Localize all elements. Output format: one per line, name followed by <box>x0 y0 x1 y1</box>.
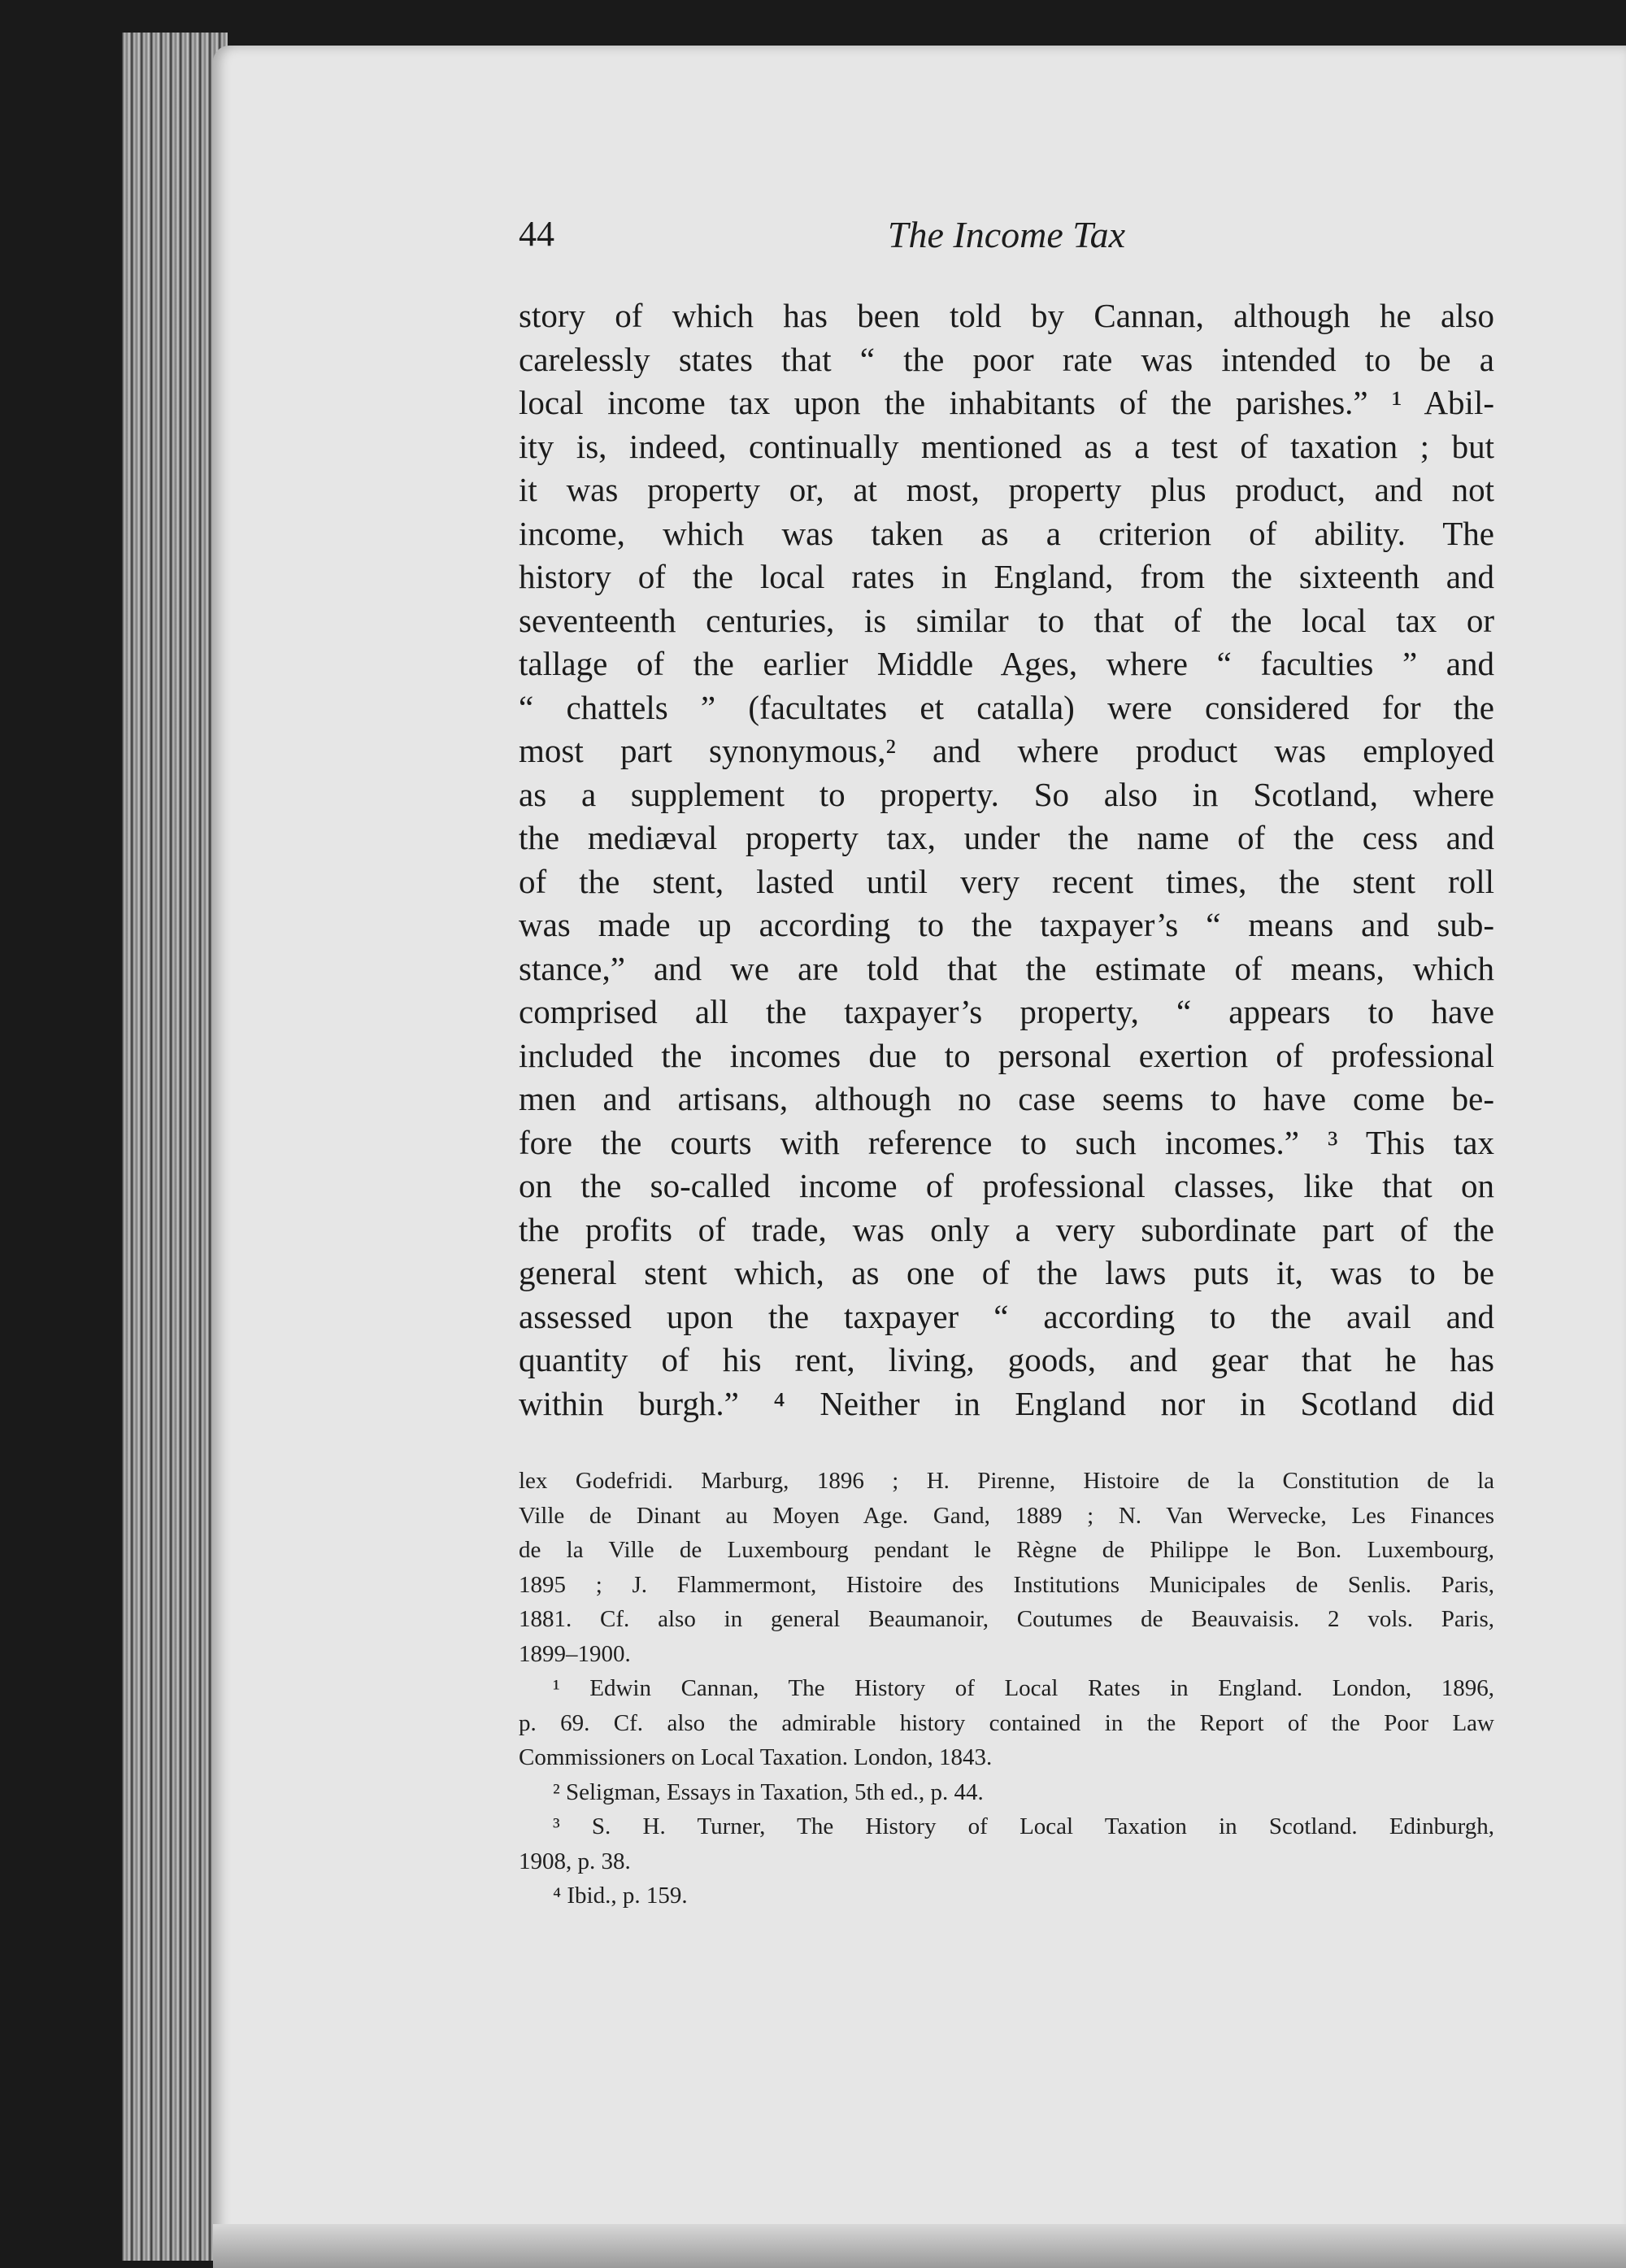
body-line: of the stent, lasted until very recent times, the stent roll <box>519 862 1494 900</box>
body-line: within burgh.” ⁴ Neither in England nor in Scotland did <box>519 1384 1494 1422</box>
body-line: comprised all the taxpayer’s property, “ appears to have <box>519 993 1494 1030</box>
footnote-line: 1899–1900. <box>519 1640 631 1667</box>
footnote-line: p. 69. Cf. also the admirable history contained in the Report of the Poor Law <box>519 1709 1494 1736</box>
body-line: the profits of trade, was only a very subordinate part of the <box>519 1210 1494 1248</box>
footnote-line: 1895 ; J. Flammermont, Histoire des Institutions Municipales de Senlis. Paris, <box>519 1571 1494 1598</box>
body-line: men and artisans, although no case seems to have come be- <box>519 1080 1494 1117</box>
body-line: carelessly states that “ the poor rate was intended to be a <box>519 340 1494 378</box>
book-page-edges <box>122 33 228 2261</box>
footnote-line: 1908, p. 38. <box>519 1848 631 1874</box>
body-line: story of which has been told by Cannan, although he also <box>519 297 1494 334</box>
body-line: as a supplement to property. So also in Scotland, where <box>519 775 1494 813</box>
body-line: stance,” and we are told that the estimate of means, which <box>519 949 1494 987</box>
body-line: ity is, indeed, continually mentioned as a test of taxation ; but <box>519 427 1494 465</box>
body-line: fore the courts with reference to such incomes.” ³ This tax <box>519 1123 1494 1161</box>
body-line: quantity of his rent, living, goods, and gear that he has <box>519 1341 1494 1378</box>
body-line: seventeenth centuries, is similar to that of the local tax or <box>519 601 1494 639</box>
footnote-line: 1881. Cf. also in general Beaumanoir, Coutumes de Beauvaisis. 2 vols. Paris, <box>519 1606 1494 1632</box>
body-line: assessed upon the taxpayer “ according to the avail and <box>519 1297 1494 1335</box>
body-line: was made up according to the taxpayer’s “ means and sub- <box>519 906 1494 943</box>
footnote-line: lex Godefridi. Marburg, 1896 ; H. Pirenne, Histoire de la Constitution de la <box>519 1468 1494 1494</box>
page-header <box>519 213 1494 270</box>
footnotes <box>519 1464 1494 1913</box>
footnote-line: ¹ Edwin Cannan, The History of Local Rates in England. London, 1896, <box>553 1675 1494 1701</box>
page-bottom-shadow <box>213 2224 1626 2268</box>
body-line: income, which was taken as a criterion of ability. The <box>519 514 1494 552</box>
footnote-line: ² Seligman, Essays in Taxation, 5th ed., p. 44. <box>553 1778 984 1805</box>
body-line: “ chattels ” (facultates et catalla) were considered for the <box>519 688 1494 726</box>
body-line: local income tax upon the inhabitants of the parishes.” ¹ Abil- <box>519 384 1494 421</box>
body-line: general stent which, as one of the laws puts it, was to be <box>519 1254 1494 1291</box>
running-title: The Income Tax <box>887 214 1126 255</box>
footnote-line: Commissioners on Local Taxation. London, 1843. <box>519 1744 993 1770</box>
body-line: most part synonymous,² and where product was employed <box>519 732 1494 769</box>
body-text <box>519 294 1494 1426</box>
body-line: it was property or, at most, property plus product, and not <box>519 471 1494 508</box>
body-line: included the incomes due to personal exertion of professional <box>519 1036 1494 1074</box>
footnote-line: ⁴ Ibid., p. 159. <box>553 1883 688 1909</box>
footnote-line: ³ S. H. Turner, The History of Local Taxation in Scotland. Edinburgh, <box>553 1813 1494 1839</box>
body-line: on the so-called income of professional classes, like that on <box>519 1167 1494 1204</box>
body-line: history of the local rates in England, from the sixteenth and <box>519 558 1494 595</box>
page-number: 44 <box>519 214 554 254</box>
body-line: tallage of the earlier Middle Ages, where “ faculties ” and <box>519 645 1494 682</box>
body-line: the mediæval property tax, under the name of the cess and <box>519 819 1494 856</box>
footnote-line: Ville de Dinant au Moyen Age. Gand, 1889 ; N. Van Wervecke, Les Finances <box>519 1502 1494 1529</box>
footnote-line: de la Ville de Luxembourg pendant le Règne de Philippe le Bon. Luxembourg, <box>519 1537 1494 1563</box>
